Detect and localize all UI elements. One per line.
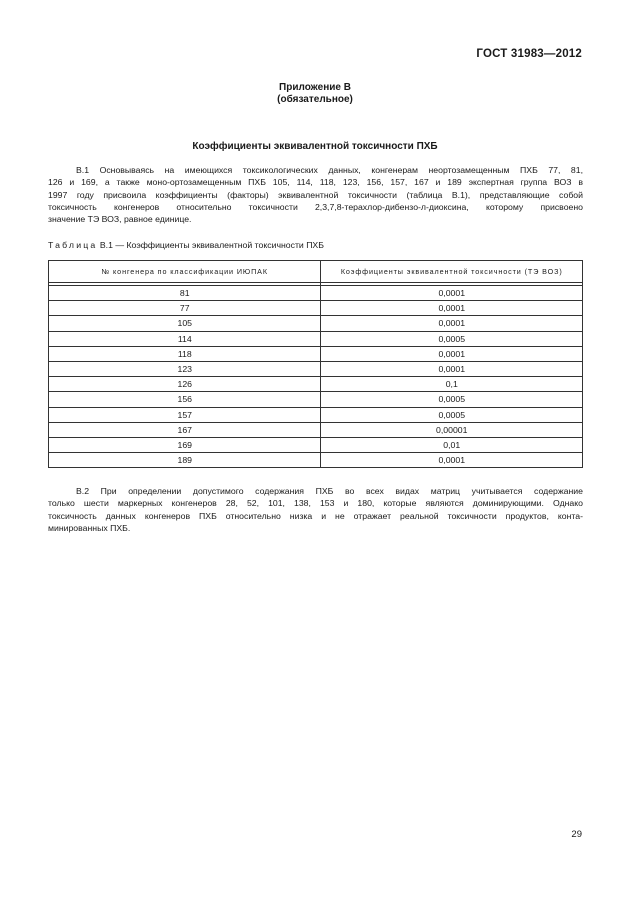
table-cell: 0,0001 xyxy=(321,361,583,376)
paragraph-line: минированных ПХБ. xyxy=(48,522,131,533)
appendix-heading xyxy=(0,82,630,106)
table-cell: 0,0005 xyxy=(321,331,583,346)
paragraph-line: В.2 При определении допустимого содержания ПХБ во всех видах матриц учитывается содержание xyxy=(76,486,583,496)
table-caption-prefix: Таблица xyxy=(48,240,98,250)
page-number: 29 xyxy=(571,829,582,840)
table-cell: 0,01 xyxy=(321,437,583,452)
table-cell: 126 xyxy=(49,377,321,392)
paragraph-line: 1997 году присвоила коэффициенты (факторы) эквивалентной токсичности (таблица В.1), представляющие собой xyxy=(48,189,583,200)
table-cell: 0,0001 xyxy=(321,453,583,468)
table-cell: 0,0005 xyxy=(321,407,583,422)
table-row xyxy=(49,346,583,361)
table-row xyxy=(49,377,583,392)
table-row xyxy=(49,316,583,331)
table-cell: 0,0001 xyxy=(321,301,583,316)
table-caption xyxy=(48,240,324,250)
table-row xyxy=(49,437,583,452)
table-cell: 156 xyxy=(49,392,321,407)
appendix-status: (обязательное) xyxy=(277,94,353,105)
table-row xyxy=(49,331,583,346)
paragraph-line: только шести маркерных конгенеров 28, 52, 101, 138, 153 и 180, которые являются доминирующими. Однако xyxy=(48,498,583,509)
paragraph-b2 xyxy=(48,485,583,534)
table-cell: 0,0001 xyxy=(321,286,583,301)
paragraph-line: значение ТЭ ВОЗ, равное единице. xyxy=(48,214,192,225)
column-header-tef: Коэффициенты эквивалентной токсичности (ТЭ ВОЗ) xyxy=(321,261,583,283)
table-caption-text: В.1 — Коэффициенты эквивалентной токсичности ПХБ xyxy=(99,240,324,250)
table-cell: 0,0001 xyxy=(321,346,583,361)
table-cell: 118 xyxy=(49,346,321,361)
table-cell: 169 xyxy=(49,437,321,452)
table-header-row xyxy=(49,261,583,283)
table-cell: 189 xyxy=(49,453,321,468)
table-row xyxy=(49,286,583,301)
table-row xyxy=(49,301,583,316)
table-cell: 123 xyxy=(49,361,321,376)
table-cell: 105 xyxy=(49,316,321,331)
table-cell: 77 xyxy=(49,301,321,316)
table-cell: 157 xyxy=(49,407,321,422)
table-row xyxy=(49,407,583,422)
standard-code: ГОСТ 31983—2012 xyxy=(476,48,582,60)
table-cell: 114 xyxy=(49,331,321,346)
table-cell: 81 xyxy=(49,286,321,301)
paragraph-line: 126 и 169, а также моно-ортозамещенным ПХБ 105, 114, 118, 123, 156, 157, 167 и 189 экспертная группа ВОЗ в xyxy=(48,177,583,188)
table-row xyxy=(49,392,583,407)
table-cell: 167 xyxy=(49,422,321,437)
table-row xyxy=(49,422,583,437)
table-cell: 0,0005 xyxy=(321,392,583,407)
paragraph-line: В.1 Основываясь на имеющихся токсикологических данных, конгенерам неортозамещенным ПХБ 77, 81, xyxy=(76,165,583,175)
table-cell: 0,0001 xyxy=(321,316,583,331)
column-header-congener: № конгенера по классификации ИЮПАК xyxy=(49,261,321,283)
table-cell: 0,00001 xyxy=(321,422,583,437)
paragraph-line: токсичность конгенеров относительно токсичности 2,3,7,8-терахлор-дибензо-л-диоксина, которому присвоено xyxy=(48,201,583,212)
paragraph-line: токсичность данных конгенеров ПХБ относительно низка и не отражает реальной токсичности продуктов, конта- xyxy=(48,510,583,521)
section-title: Коэффициенты эквивалентной токсичности ПХБ xyxy=(192,141,438,152)
appendix-title: Приложение В xyxy=(279,82,351,93)
toxicity-table xyxy=(48,260,583,468)
table-cell: 0,1 xyxy=(321,377,583,392)
table-row xyxy=(49,361,583,376)
table-row xyxy=(49,453,583,468)
paragraph-b1 xyxy=(48,164,583,225)
